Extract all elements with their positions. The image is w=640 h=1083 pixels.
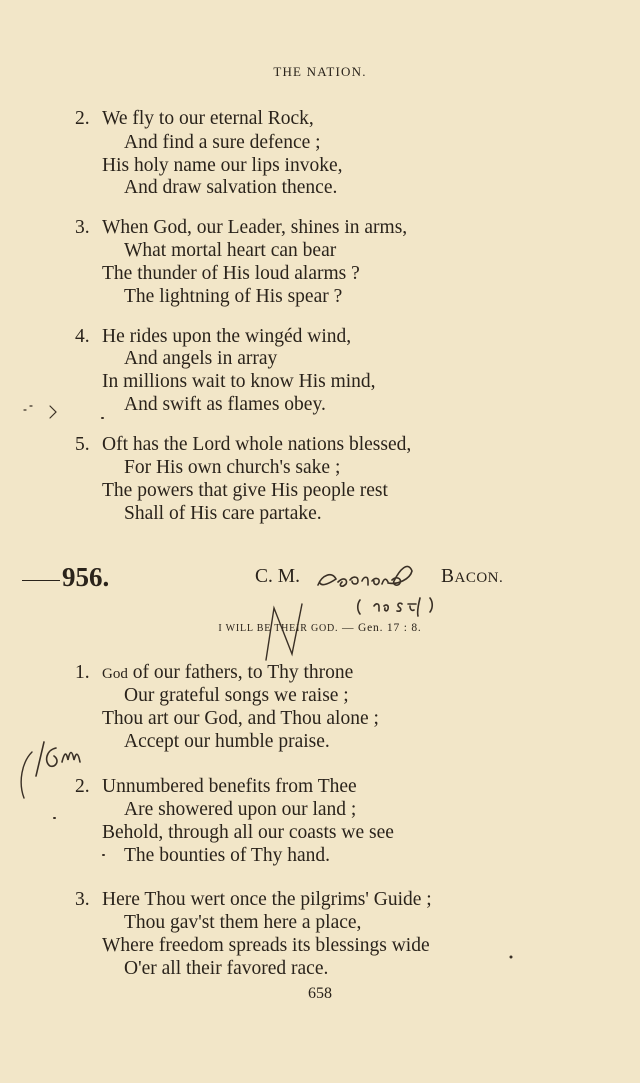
author-initial: B (441, 566, 455, 587)
verse-line: Are showered upon our land ; (124, 799, 357, 820)
verse-line: Where freedom spreads its blessings wide (102, 935, 430, 956)
subtitle-text: I WILL BE THEIR GOD. (218, 623, 339, 634)
verse-line: He rides upon the wingéd wind, (102, 326, 352, 347)
subtitle-reference: — Gen. 17 : 8. (342, 622, 422, 634)
verse-line: Shall of His care partake. (124, 503, 322, 524)
stanza-number: 5. (75, 434, 90, 455)
stanza-number: 3. (75, 217, 90, 238)
verse-line: Accept our humble praise. (124, 731, 330, 752)
verse-line: Behold, through all our coasts we see (102, 822, 394, 843)
author-rest: ACON. (454, 570, 504, 586)
verse-line: Thou art our God, and Thou alone ; (102, 708, 379, 729)
verse-line: And draw salvation thence. (124, 177, 338, 198)
verse-line: His holy name our lips invoke, (102, 155, 343, 176)
verse-line (102, 662, 353, 684)
page-number: 658 (308, 985, 332, 1002)
verse-line: What mortal heart can bear (124, 240, 337, 261)
verse-line: Unnumbered benefits from Thee (102, 776, 357, 797)
stanza-number: 2. (75, 108, 90, 129)
running-header: THE NATION. (273, 64, 367, 79)
verse-line: And find a sure defence ; (124, 132, 321, 153)
verse-line: Thou gav'st them here a place, (124, 912, 362, 933)
stanza-number: 2. (75, 776, 90, 797)
hymn-meter: C. M. (255, 566, 300, 587)
verse-line: When God, our Leader, shines in arms, (102, 217, 408, 238)
verse-line: And swift as flames obey. (124, 394, 326, 415)
stanza-number: 4. (75, 326, 90, 347)
verse-line: The bounties of Thy hand. (124, 845, 330, 866)
verse-line: We fly to our eternal Rock, (102, 108, 314, 129)
hymn-subtitle (0, 622, 640, 634)
verse-line: In millions wait to know His mind, (102, 371, 376, 392)
verse-line: Our grateful songs we raise ; (124, 685, 349, 706)
verse-line: The lightning of His spear ? (124, 286, 343, 307)
verse-line-rest: of our fathers, to Thy throne (127, 662, 354, 683)
verse-line: And angels in array (124, 348, 278, 369)
stanza-number: 3. (75, 889, 90, 910)
verse-line: Here Thou wert once the pilgrims' Guide ; (102, 889, 432, 910)
verse-line: The powers that give His people rest (102, 480, 388, 501)
margin-dash (22, 580, 60, 581)
verse-line: The thunder of His loud alarms ? (102, 263, 360, 284)
first-word-small-caps: God (102, 666, 128, 682)
verse-line: For His own church's sake ; (124, 457, 341, 478)
stanza-number: 1. (75, 662, 90, 683)
hymn-author (441, 566, 503, 588)
hymn-number: 956. (62, 562, 110, 592)
verse-line: Oft has the Lord whole nations blessed, (102, 434, 412, 455)
verse-line: O'er all their favored race. (124, 958, 329, 979)
